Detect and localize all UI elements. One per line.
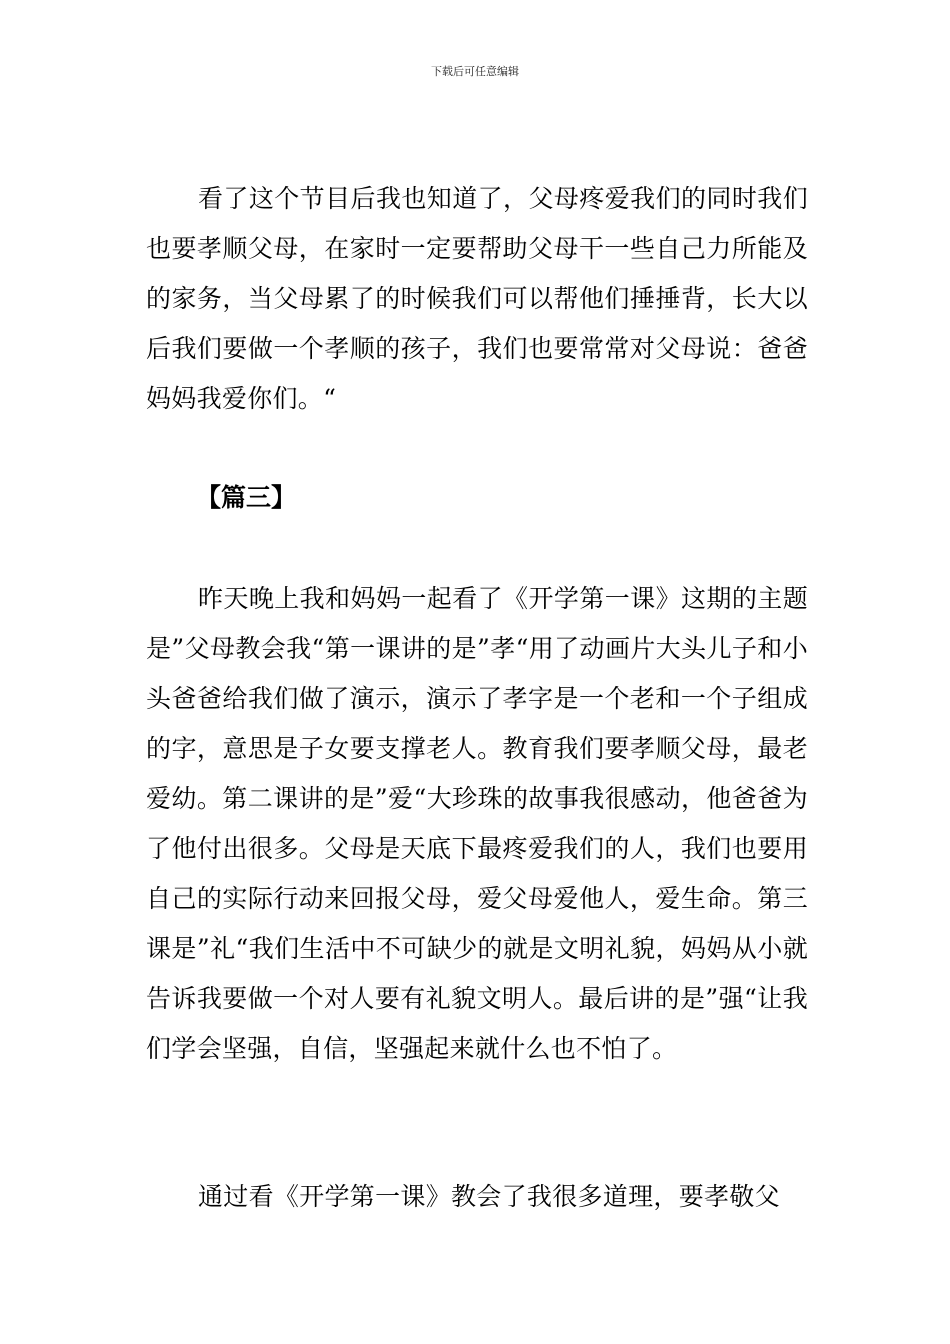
paragraph-3: 通过看《开学第一课》教会了我很多道理，要孝敬父 — [198, 1182, 780, 1211]
paragraph-2: 昨天晚上我和妈妈一起看了《开学第一课》这期的主题是”父母教会我“第一课讲的是”孝“用了动画片大头儿子和小头爸爸给我们做了演示，演示了孝字是一个老和一个子组成的字，意思是子女要支撑老人。教育我们要孝顺父母，最老爱幼。第二课讲的是”爱“大珍珠的故事我很感动，他爸爸为了他付出很多。父母是天底下最疼爱我们的人，我们也要用自己的实际行动来回报父母，爱父母爱他人，爱生命。第三课是”礼“我们生活中不可缺少的就是文明礼貌，妈妈从小就告诉我要做一个对人要有礼貌文明人。最后讲的是”强“让我们学会坚强，自信，坚强起来就什么也不怕了。 — [146, 584, 808, 1063]
paragraph-1: 看了这个节目后我也知道了，父母疼爱我们的同时我们也要孝顺父母，在家时一定要帮助父母干一些自己力所能及的家务，当父母累了的时候我们可以帮他们捶捶背，长大以后我们要做一个孝顺的孩子，我们也要常常对父母说：爸爸妈妈我爱你们。“ — [146, 184, 808, 413]
page-header: 下载后可任意编辑 — [431, 65, 519, 78]
section-heading: 【篇三】 — [196, 483, 297, 512]
